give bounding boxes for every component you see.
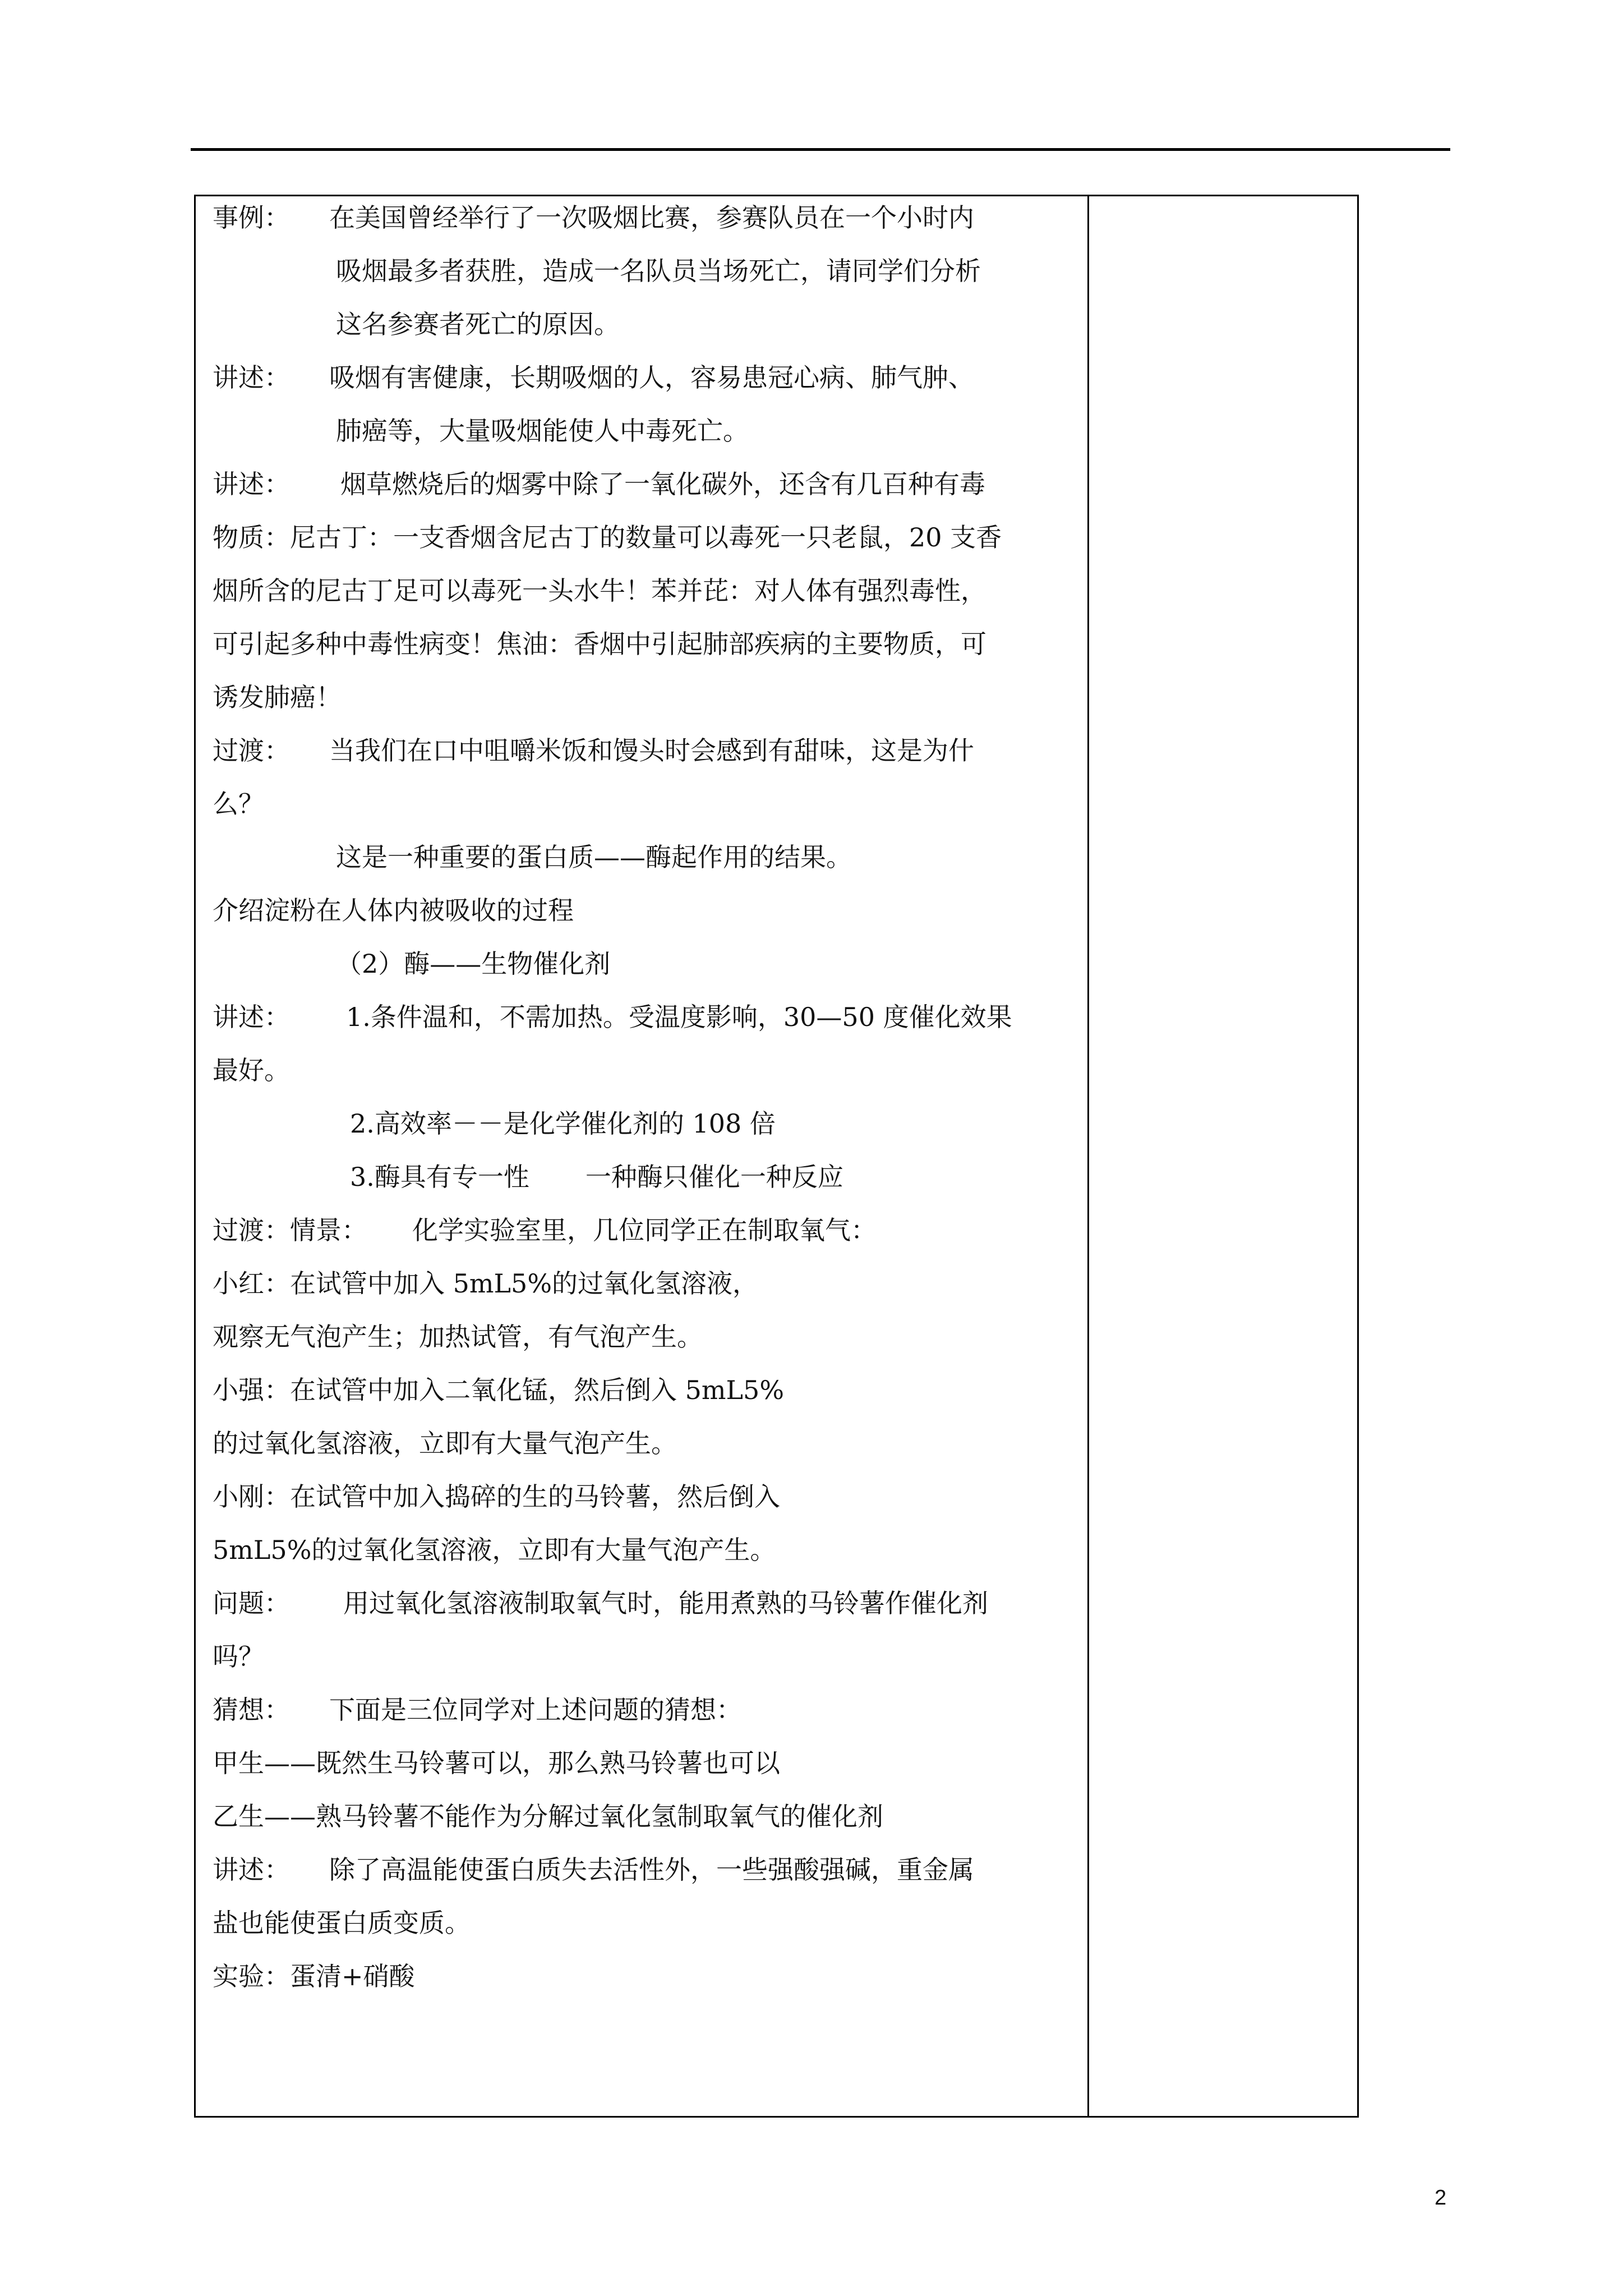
text-line [213, 734, 974, 767]
text-line: 介绍淀粉在人体内被吸收的过程 [213, 895, 574, 926]
line-label: 讲述： [213, 1855, 290, 1885]
line-text: 烟草燃烧后的烟雾中除了一氧化碳外，还含有几百种有毒 [340, 469, 985, 499]
text-line: 5mL5%的过氧化氢溶液，立即有大量气泡产生。 [213, 1535, 776, 1565]
text-line: 盐也能使蛋白质变质。 [213, 1908, 471, 1938]
text-line: 物质：尼古丁：一支香烟含尼古丁的数量可以毒死一只老鼠，20 支香 [213, 522, 1002, 553]
text-line: 甲生——既然生马铃薯可以，那么熟马铃薯也可以 [213, 1748, 780, 1778]
text-line: 2.高效率－－是化学催化剂的 108 倍 [350, 1108, 776, 1139]
text-line: 最好。 [213, 1055, 290, 1085]
line-text: 1.条件温和，不需加热。受温度影响，30—50 度催化效果 [346, 1002, 1012, 1032]
text-line [213, 1000, 1012, 1034]
line-label: 问题： [213, 1588, 290, 1618]
text-line: 可引起多种中毒性病变！焦油：香烟中引起肺部疾病的主要物质，可 [213, 629, 986, 659]
line-text: 吸烟有害健康，长期吸烟的人，容易患冠心病、肺气肿、 [329, 362, 974, 393]
text-line [350, 1160, 843, 1194]
text-line: 吸烟最多者获胜，造成一名队员当场死亡，请同学们分析 [336, 256, 981, 286]
text-line [213, 1693, 742, 1727]
text-line: 的过氧化氢溶液，立即有大量气泡产生。 [213, 1428, 677, 1458]
line-label: 讲述： [213, 1002, 290, 1032]
line-text: 化学实验室里，几位同学正在制取氧气： [412, 1215, 877, 1245]
line-label: 过渡： [213, 735, 290, 766]
text-line: 烟所含的尼古丁足可以毒死一头水牛！苯并芘：对人体有强烈毒性， [213, 576, 986, 606]
text-line: 么？ [213, 789, 264, 819]
text-line: 实验：蛋清+硝酸 [213, 1961, 415, 1991]
line-text: 下面是三位同学对上述问题的猜想： [329, 1695, 742, 1725]
text-line: 小红：在试管中加入 5mL5%的过氧化氢溶液， [213, 1268, 759, 1299]
line-text: 3.酶具有专一性 [350, 1162, 529, 1192]
lesson-table [194, 195, 1359, 2118]
text-line: 吗？ [213, 1641, 264, 1672]
text-line [213, 1213, 877, 1247]
column-divider [1087, 196, 1089, 2116]
text-line [213, 467, 985, 501]
text-line [213, 1853, 974, 1887]
text-line: （2）酶——生物催化剂 [336, 949, 611, 979]
text-line [213, 1586, 988, 1620]
text-line [213, 361, 974, 394]
lesson-content-cell [213, 196, 1082, 2116]
line-label: 过渡：情景： [213, 1215, 367, 1245]
text-line: 这是一种重要的蛋白质——酶起作用的结果。 [336, 842, 852, 872]
page-number: 2 [1435, 2186, 1447, 2210]
line-text: 一种酶只催化一种反应 [585, 1162, 843, 1192]
text-line: 诱发肺癌！ [213, 682, 342, 712]
line-text: 当我们在口中咀嚼米饭和馒头时会感到有甜味，这是为什 [329, 735, 974, 766]
text-line: 小刚：在试管中加入捣碎的生的马铃薯，然后倒入 [213, 1481, 780, 1512]
header-rule [191, 148, 1450, 151]
line-text: 在美国曾经举行了一次吸烟比赛，参赛队员在一个小时内 [329, 203, 974, 233]
text-line: 观察无气泡产生；加热试管，有气泡产生。 [213, 1322, 703, 1352]
line-label: 猜想： [213, 1695, 290, 1725]
text-line [213, 201, 974, 234]
text-line: 小强：在试管中加入二氧化锰，然后倒入 5mL5% [213, 1375, 785, 1405]
line-label: 讲述： [213, 469, 290, 499]
text-line: 乙生——熟马铃薯不能作为分解过氧化氢制取氧气的催化剂 [213, 1801, 883, 1832]
line-label: 事例： [213, 203, 290, 233]
text-line: 肺癌等，大量吸烟能使人中毒死亡。 [336, 416, 749, 446]
line-text: 用过氧化氢溶液制取氧气时，能用煮熟的马铃薯作催化剂 [343, 1588, 988, 1618]
text-line: 这名参赛者死亡的原因。 [336, 309, 620, 339]
line-label: 讲述： [213, 362, 290, 393]
line-text: 除了高温能使蛋白质失去活性外，一些强酸强碱，重金属 [329, 1855, 974, 1885]
